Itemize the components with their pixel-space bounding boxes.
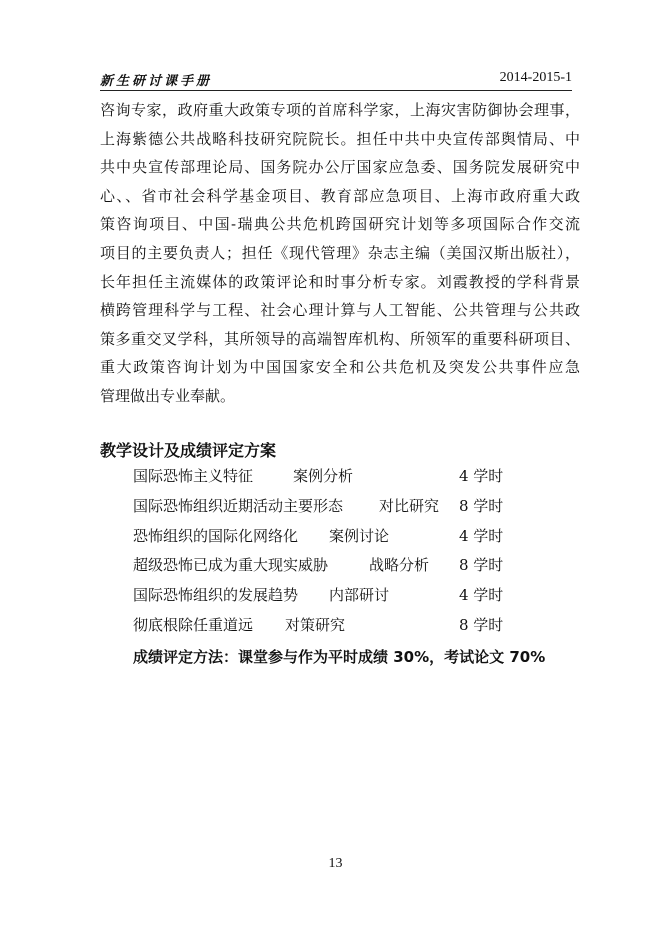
schedule-hours: 8 学时 [459,496,504,515]
paragraph-line: 长年担任主流媒体的政策评论和时事分析专家。刘霞教授的学科背景 [100,272,580,291]
schedule-hours: 8 学时 [459,556,504,575]
schedule-method: 案例分析 [293,467,354,485]
schedule-topic: 超级恐怖已成为重大现实威胁 [133,556,329,575]
schedule-topic: 国际恐怖主义特征 [133,467,254,485]
schedule-topic: 国际恐怖组织近期活动主要形态 [133,496,344,515]
paragraph-line: 上海紫德公共战略科技研究院院长。担任中共中央宣传部舆情局、中 [100,129,580,148]
paragraph-line: 心、、省市社会科学基金项目、教育部应急项目、上海市政府重大政 [100,186,580,205]
bio-paragraph [100,96,580,411]
schedule-row [133,492,573,522]
schedule-row [133,611,573,641]
paragraph-line: 策咨询项目、中国-瑞典公共危机跨国研究计划等多项国际合作交流 [100,215,580,234]
schedule-row [133,522,573,552]
schedule-hours: 4 学时 [459,586,504,605]
schedule-row [133,551,573,581]
paragraph-line: 咨询专家，政府重大政策专项的首席科学家，上海灾害防御协会理事， [100,101,580,119]
schedule-method: 战略分析 [369,556,430,575]
paragraph-line: 共中央宣传部理论局、国务院办公厅国家应急委、国务院发展研究中 [100,158,580,177]
paragraph-line: 项目的主要负责人；担任《现代管理》杂志主编（美国汉斯出版社）， [100,243,580,262]
schedule-hours: 4 学时 [459,467,504,485]
schedule-method: 对策研究 [285,615,346,634]
grading-method: 成绩评定方法：课堂参与作为平时成绩 30%，考试论文 70% [133,648,546,666]
schedule-row [133,462,573,492]
paragraph-line: 管理做出专业奉献。 [100,386,236,405]
schedule-topic: 国际恐怖组织的发展趋势 [133,586,299,605]
paragraph-line: 策多重交叉学科，其所领导的高端智库机构、所领军的重要科研项目、 [100,329,580,348]
page-header [100,70,572,91]
header-title: 新生研讨课手册 [100,74,213,89]
header-year: 2014-2015-1 [499,70,572,85]
schedule-topic: 彻底根除任重道远 [133,615,254,634]
schedule-method: 内部研讨 [329,586,390,605]
page-number: 13 [328,856,343,871]
schedule-hours: 4 学时 [459,526,504,545]
schedule-list [133,462,573,641]
schedule-method: 对比研究 [379,496,440,515]
schedule-topic: 恐怖组织的国际化网络化 [133,526,299,545]
paragraph-line: 重大政策咨询计划为中国国家安全和公共危机及突发公共事件应急 [100,358,580,377]
schedule-row [133,581,573,611]
section-title: 教学设计及成绩评定方案 [100,441,277,460]
paragraph-line: 横跨管理科学与工程、社会心理计算与人工智能、公共管理与公共政 [100,301,580,320]
schedule-hours: 8 学时 [459,615,504,634]
schedule-method: 案例讨论 [329,526,390,545]
